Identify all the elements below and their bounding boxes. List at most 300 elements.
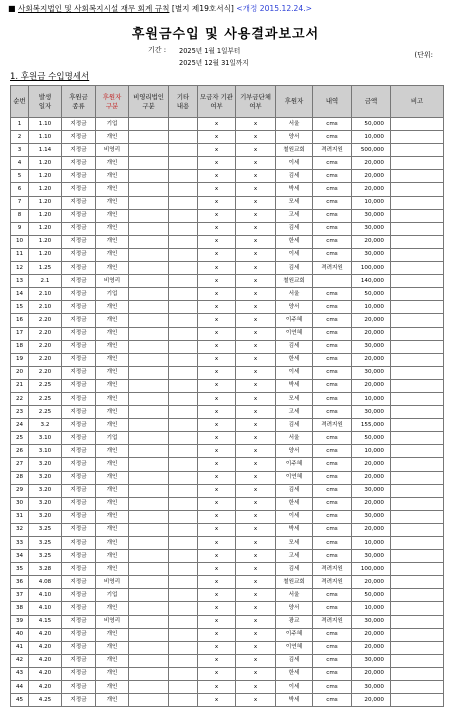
table-cell: 지정금 <box>62 445 96 458</box>
table-cell: cms <box>313 667 352 680</box>
table-cell: 30,000 <box>352 484 391 497</box>
table-cell <box>391 681 444 694</box>
table-cell <box>313 275 352 288</box>
table-cell: 지정금 <box>62 288 96 301</box>
column-header-line: 여부 <box>249 101 262 110</box>
table-cell: 이주혜 <box>276 314 313 327</box>
table-cell: 16 <box>11 314 29 327</box>
table-cell: 한세 <box>276 353 313 366</box>
table-cell: cms <box>313 157 352 170</box>
table-row <box>11 275 444 288</box>
table-cell: cms <box>313 353 352 366</box>
table-cell: x <box>236 301 276 314</box>
table-cell: 2.20 <box>29 327 62 340</box>
table-cell: 3.10 <box>29 432 62 445</box>
table-cell <box>169 406 198 419</box>
table-cell: 지정금 <box>62 550 96 563</box>
table-cell: 155,000 <box>352 419 391 432</box>
table-cell: 서울 <box>276 589 313 602</box>
bullet-square-icon: ■ <box>8 4 16 13</box>
table-cell: 개인 <box>96 458 129 471</box>
table-cell <box>129 248 169 261</box>
table-cell: 김세 <box>276 262 313 275</box>
table-cell <box>169 550 198 563</box>
table-cell: 격려지원 <box>313 419 352 432</box>
table-cell <box>129 576 169 589</box>
table-cell: 지정금 <box>62 458 96 471</box>
table-cell: 20,000 <box>352 497 391 510</box>
column-header-line: 일자 <box>38 101 52 110</box>
table-cell <box>169 353 198 366</box>
table-cell: 김세 <box>276 484 313 497</box>
table-cell: 20,000 <box>352 170 391 183</box>
table-cell: 20,000 <box>352 523 391 536</box>
table-cell: cms <box>313 432 352 445</box>
table-cell <box>169 183 198 196</box>
period-label: 기간 : <box>148 46 167 54</box>
table-cell: cms <box>313 327 352 340</box>
table-cell: x <box>236 183 276 196</box>
table-cell: x <box>236 589 276 602</box>
page-title: 후원금수입 및 사용결과보고서 <box>131 27 320 42</box>
table-row <box>11 222 444 235</box>
table-cell: 지정금 <box>62 248 96 261</box>
table-cell: 25 <box>11 432 29 445</box>
table-cell: 12 <box>11 262 29 275</box>
table-cell: 이연혜 <box>276 641 313 654</box>
table-cell: x <box>236 406 276 419</box>
table-cell: 21 <box>11 379 29 392</box>
table-cell: 지정금 <box>62 694 96 707</box>
table-cell <box>391 366 444 379</box>
table-cell: x <box>198 681 236 694</box>
table-cell: 개인 <box>96 537 129 550</box>
column-header-line: 내용 <box>176 101 190 110</box>
table-cell: 5 <box>11 170 29 183</box>
table-cell: 철원교회 <box>276 275 313 288</box>
table-cell: 지정금 <box>62 406 96 419</box>
table-cell <box>129 458 169 471</box>
table-cell: 1.20 <box>29 248 62 261</box>
table-cell <box>129 288 169 301</box>
table-cell: 20,000 <box>352 379 391 392</box>
table-cell: 28 <box>11 471 29 484</box>
table-cell: x <box>198 392 236 405</box>
table-cell: cms <box>313 523 352 536</box>
table-cell <box>391 157 444 170</box>
table-cell: 1.20 <box>29 170 62 183</box>
table-header-row <box>11 86 444 118</box>
table-row <box>11 262 444 275</box>
table-cell <box>391 340 444 353</box>
table-cell: 기업 <box>96 118 129 131</box>
column-header-line: 여부 <box>210 101 223 110</box>
table-cell: 철원교회 <box>276 144 313 157</box>
table-cell <box>129 615 169 628</box>
table-cell: 지정금 <box>62 667 96 680</box>
table-cell: 박세 <box>276 694 313 707</box>
table-cell: 지정금 <box>62 537 96 550</box>
table-cell <box>169 118 198 131</box>
table-cell: cms <box>313 537 352 550</box>
table-cell: 지정금 <box>62 419 96 432</box>
table-cell <box>169 366 198 379</box>
table-cell <box>391 419 444 432</box>
table-cell: 지정금 <box>62 144 96 157</box>
table-cell <box>391 235 444 248</box>
table-cell <box>129 497 169 510</box>
table-row <box>11 183 444 196</box>
table-cell: 개인 <box>96 235 129 248</box>
table-cell: 20,000 <box>352 471 391 484</box>
table-cell: 2.20 <box>29 353 62 366</box>
table-cell <box>169 131 198 144</box>
table-cell <box>129 262 169 275</box>
table-cell: x <box>198 248 236 261</box>
table-cell: 30,000 <box>352 340 391 353</box>
table-row <box>11 314 444 327</box>
table-cell: x <box>236 458 276 471</box>
table-cell: cms <box>313 550 352 563</box>
table-cell: 100,000 <box>352 563 391 576</box>
table-cell: 20,000 <box>352 314 391 327</box>
table-cell: x <box>236 471 276 484</box>
table-cell: 지정금 <box>62 301 96 314</box>
table-cell: 3.25 <box>29 537 62 550</box>
table-cell <box>391 628 444 641</box>
table-row <box>11 458 444 471</box>
table-cell: 김세 <box>276 340 313 353</box>
table-cell <box>391 537 444 550</box>
table-cell: x <box>198 510 236 523</box>
table-cell <box>129 379 169 392</box>
table-cell: 20,000 <box>352 641 391 654</box>
table-cell: x <box>198 537 236 550</box>
table-cell: 1.10 <box>29 118 62 131</box>
table-cell: 서울 <box>276 118 313 131</box>
table-cell: 14 <box>11 288 29 301</box>
table-cell: x <box>198 131 236 144</box>
table-cell: x <box>236 510 276 523</box>
table-cell: 2.10 <box>29 301 62 314</box>
table-cell: x <box>198 563 236 576</box>
table-cell: 2.20 <box>29 340 62 353</box>
table-cell: 1.10 <box>29 131 62 144</box>
table-cell: 13 <box>11 275 29 288</box>
table-cell: 김세 <box>276 419 313 432</box>
table-cell: cms <box>313 288 352 301</box>
table-cell: x <box>198 157 236 170</box>
table-cell: cms <box>313 196 352 209</box>
table-cell: 10,000 <box>352 196 391 209</box>
table-row <box>11 602 444 615</box>
table-cell: 개인 <box>96 602 129 615</box>
table-row <box>11 445 444 458</box>
table-cell: 31 <box>11 510 29 523</box>
table-cell: 지정금 <box>62 484 96 497</box>
table-cell: x <box>236 628 276 641</box>
table-cell: 개인 <box>96 392 129 405</box>
table-cell <box>129 432 169 445</box>
table-cell <box>129 118 169 131</box>
table-cell: cms <box>313 641 352 654</box>
table-row <box>11 353 444 366</box>
column-header-line: 순번 <box>13 97 26 105</box>
table-cell: 20,000 <box>352 157 391 170</box>
table-cell: x <box>198 379 236 392</box>
table-cell: 기업 <box>96 288 129 301</box>
table-cell: x <box>236 222 276 235</box>
table-cell: 한세 <box>276 497 313 510</box>
table-cell: x <box>236 196 276 209</box>
table-cell <box>129 602 169 615</box>
table-cell: 개인 <box>96 157 129 170</box>
table-cell: 비영리 <box>96 275 129 288</box>
table-cell: x <box>236 550 276 563</box>
table-cell: 양서 <box>276 301 313 314</box>
table-cell <box>391 694 444 707</box>
table-cell: 10,000 <box>352 445 391 458</box>
column-header-line: 후원자 <box>102 92 122 101</box>
table-cell: 이세 <box>276 248 313 261</box>
table-cell: 격려지원 <box>313 615 352 628</box>
table-cell: 고세 <box>276 209 313 222</box>
table-cell: 이주혜 <box>276 458 313 471</box>
table-row <box>11 589 444 602</box>
table-cell <box>129 353 169 366</box>
table-cell: 3.25 <box>29 523 62 536</box>
table-cell <box>169 209 198 222</box>
table-cell: x <box>198 432 236 445</box>
column-header <box>169 86 198 118</box>
table-row <box>11 340 444 353</box>
table-row <box>11 497 444 510</box>
table-cell: 양서 <box>276 445 313 458</box>
table-cell: 20,000 <box>352 458 391 471</box>
table-cell: 지정금 <box>62 523 96 536</box>
table-cell: 지정금 <box>62 602 96 615</box>
table-cell <box>391 262 444 275</box>
table-cell: x <box>236 209 276 222</box>
table-cell: cms <box>313 458 352 471</box>
table-cell: 지정금 <box>62 563 96 576</box>
table-cell <box>129 340 169 353</box>
table-row <box>11 327 444 340</box>
table-cell: 격려지원 <box>313 576 352 589</box>
table-cell: 개인 <box>96 314 129 327</box>
table-cell: x <box>236 432 276 445</box>
table-cell <box>129 314 169 327</box>
table-cell <box>129 406 169 419</box>
column-header-line: 내역 <box>325 97 339 105</box>
table-cell: x <box>198 170 236 183</box>
table-cell: x <box>198 262 236 275</box>
table-cell <box>169 157 198 170</box>
table-cell: cms <box>313 379 352 392</box>
table-cell <box>391 353 444 366</box>
table-cell: x <box>198 209 236 222</box>
table-cell: 개인 <box>96 183 129 196</box>
table-cell: 18 <box>11 340 29 353</box>
table-cell <box>391 301 444 314</box>
table-cell: cms <box>313 340 352 353</box>
table-cell <box>391 576 444 589</box>
table-cell <box>169 602 198 615</box>
table-cell: x <box>198 497 236 510</box>
table-cell: cms <box>313 301 352 314</box>
table-cell: 4.15 <box>29 615 62 628</box>
column-header <box>236 86 276 118</box>
table-cell: 모세 <box>276 392 313 405</box>
table-row <box>11 432 444 445</box>
table-cell: x <box>198 366 236 379</box>
table-cell: 개인 <box>96 248 129 261</box>
table-cell <box>391 445 444 458</box>
table-cell <box>169 432 198 445</box>
table-cell <box>391 510 444 523</box>
table-cell: 3 <box>11 144 29 157</box>
column-header <box>352 86 391 118</box>
table-cell: cms <box>313 170 352 183</box>
table-cell <box>129 144 169 157</box>
table-cell: x <box>236 288 276 301</box>
table-cell: 42 <box>11 654 29 667</box>
table-cell: 개인 <box>96 654 129 667</box>
table-cell: 지정금 <box>62 576 96 589</box>
table-cell: cms <box>313 510 352 523</box>
table-row <box>11 118 444 131</box>
table-cell: 100,000 <box>352 262 391 275</box>
table-cell: 개인 <box>96 340 129 353</box>
table-cell: 개인 <box>96 445 129 458</box>
table-cell: 30,000 <box>352 222 391 235</box>
table-cell: x <box>236 131 276 144</box>
table-row <box>11 144 444 157</box>
table-row <box>11 694 444 707</box>
table-cell: 10,000 <box>352 602 391 615</box>
table-cell: 30,000 <box>352 615 391 628</box>
table-cell: 이주혜 <box>276 628 313 641</box>
table-cell: 20,000 <box>352 576 391 589</box>
table-cell <box>169 301 198 314</box>
table-cell: 김세 <box>276 654 313 667</box>
table-cell: cms <box>313 694 352 707</box>
table-cell: 20,000 <box>352 353 391 366</box>
table-cell: 서울 <box>276 288 313 301</box>
table-cell: x <box>236 353 276 366</box>
table-cell: 6 <box>11 183 29 196</box>
table-cell: 지정금 <box>62 353 96 366</box>
table-row <box>11 484 444 497</box>
table-cell: 개인 <box>96 222 129 235</box>
table-cell: cms <box>313 484 352 497</box>
table-cell: x <box>236 248 276 261</box>
table-cell <box>129 170 169 183</box>
table-cell <box>391 615 444 628</box>
table-cell: x <box>236 262 276 275</box>
column-header-line: 구분 <box>105 101 119 110</box>
table-cell <box>169 235 198 248</box>
form-number: [별지 제19호서식] <box>171 4 234 13</box>
table-cell: 개인 <box>96 366 129 379</box>
donation-table-wrapper <box>10 85 443 707</box>
table-cell: 지정금 <box>62 681 96 694</box>
table-cell <box>129 484 169 497</box>
table-cell: 기업 <box>96 432 129 445</box>
table-cell: x <box>236 484 276 497</box>
table-cell: x <box>198 222 236 235</box>
table-cell <box>391 379 444 392</box>
table-cell: 27 <box>11 458 29 471</box>
table-cell: 3.20 <box>29 510 62 523</box>
table-cell: x <box>198 484 236 497</box>
table-cell: x <box>236 641 276 654</box>
table-cell: x <box>236 563 276 576</box>
table-cell <box>391 131 444 144</box>
table-row <box>11 563 444 576</box>
table-cell: 2.10 <box>29 288 62 301</box>
table-cell: 3.20 <box>29 484 62 497</box>
table-cell: 4.20 <box>29 641 62 654</box>
table-cell: cms <box>313 209 352 222</box>
table-cell: 3.2 <box>29 419 62 432</box>
table-cell: 9 <box>11 222 29 235</box>
table-cell: 10,000 <box>352 131 391 144</box>
table-cell <box>391 118 444 131</box>
table-cell: 20,000 <box>352 667 391 680</box>
table-row <box>11 419 444 432</box>
table-cell: 4.20 <box>29 628 62 641</box>
table-cell: x <box>198 445 236 458</box>
table-cell <box>129 654 169 667</box>
table-row <box>11 301 444 314</box>
table-cell: 지정금 <box>62 131 96 144</box>
table-cell: 50,000 <box>352 118 391 131</box>
table-cell <box>129 694 169 707</box>
table-cell: 38 <box>11 602 29 615</box>
table-cell <box>169 694 198 707</box>
table-cell <box>169 445 198 458</box>
table-cell: x <box>198 589 236 602</box>
table-cell: 8 <box>11 209 29 222</box>
table-cell <box>129 183 169 196</box>
table-cell: cms <box>313 235 352 248</box>
table-cell: 지정금 <box>62 471 96 484</box>
table-cell: x <box>198 471 236 484</box>
table-cell: 지정금 <box>62 262 96 275</box>
table-cell <box>169 144 198 157</box>
table-cell: cms <box>313 654 352 667</box>
table-cell: 2.25 <box>29 392 62 405</box>
table-cell: x <box>198 694 236 707</box>
table-cell: x <box>198 667 236 680</box>
table-cell: x <box>236 654 276 667</box>
table-cell: 20 <box>11 366 29 379</box>
table-cell: 20,000 <box>352 183 391 196</box>
column-header <box>129 86 169 118</box>
table-row <box>11 406 444 419</box>
column-header-line: 기타 <box>176 92 190 101</box>
period-to: 2025년 12월 31일까지 <box>179 59 249 67</box>
table-cell <box>129 641 169 654</box>
table-cell: 개인 <box>96 301 129 314</box>
table-cell <box>169 288 198 301</box>
table-cell <box>129 301 169 314</box>
table-cell: 500,000 <box>352 144 391 157</box>
table-cell: 3.20 <box>29 497 62 510</box>
table-cell: 44 <box>11 681 29 694</box>
column-header-line: 후원금 <box>69 92 88 101</box>
